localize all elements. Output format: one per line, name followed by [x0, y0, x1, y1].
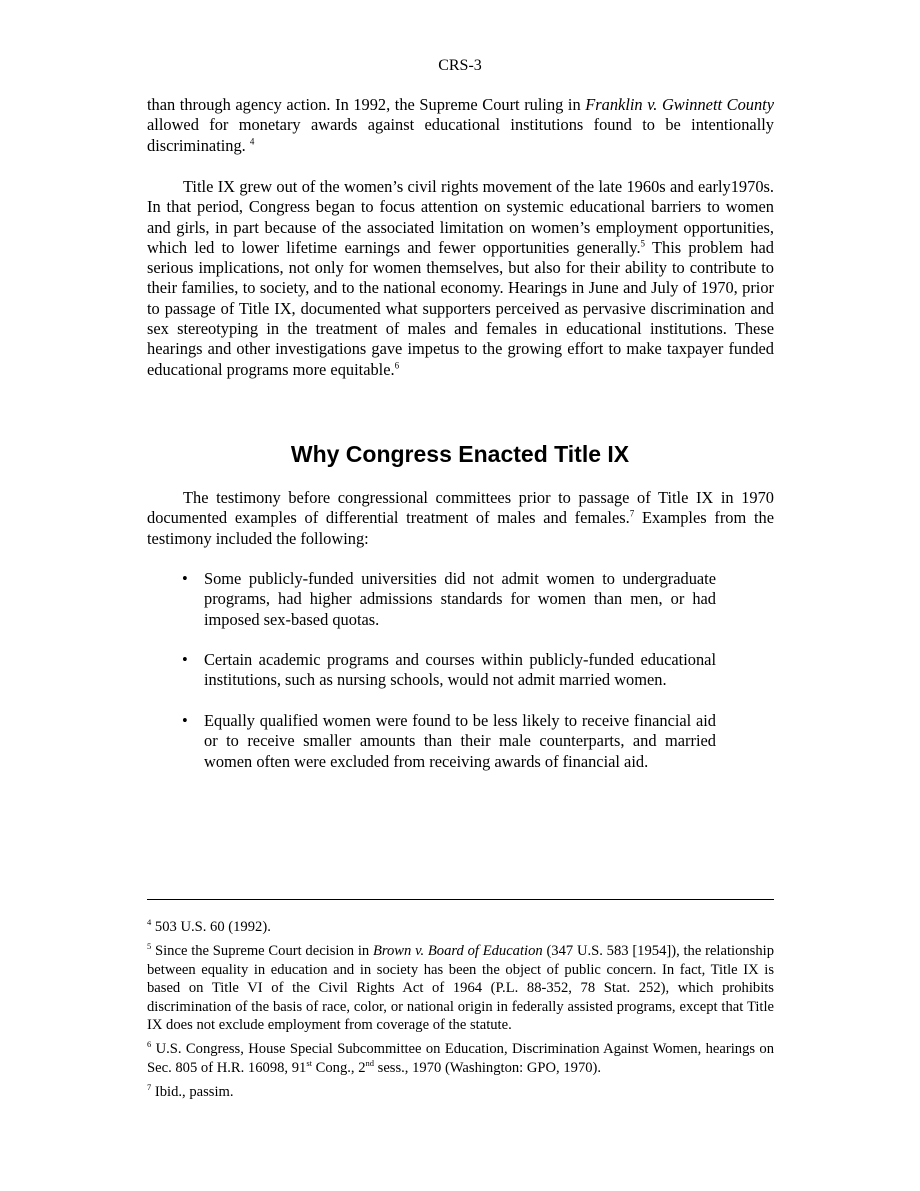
case-citation: Franklin v. Gwinnett County	[585, 95, 774, 114]
list-item-text: Some publicly-funded universities did not admit women to undergraduate programs, had higher admissions standards for women than men, or had imposed sex-based quotas.	[204, 569, 716, 629]
footnote-4	[147, 918, 774, 936]
list-item	[180, 569, 716, 630]
footnote-ref: 7	[629, 508, 635, 519]
footnote-text: Ibid., passim.	[151, 1084, 234, 1101]
footnote-5	[147, 942, 774, 1034]
paragraph-text: than through agency action. In 1992, the Supreme Court ruling in	[147, 95, 586, 114]
footnote-text: Since the Supreme Court decision in	[151, 943, 373, 960]
footnote-ref: 5	[640, 238, 646, 249]
paragraph-franklin	[147, 95, 774, 156]
footnote-ref: 6	[394, 360, 400, 371]
footnote-number: 6	[147, 1039, 152, 1050]
footnote-number: 7	[147, 1082, 152, 1093]
footnote-6	[147, 1040, 774, 1077]
list-item-text: Equally qualified women were found to be less likely to receive financial aid or to receive smaller amounts than their male counterparts, and married women often were excluded from receiving awards of financial aid.	[204, 711, 716, 771]
page-number-header: CRS-3	[438, 57, 482, 74]
footnote-text: Cong., 2	[311, 1059, 366, 1076]
footnote-text: 503 U.S. 60 (1992).	[151, 919, 271, 935]
paragraph-testimony	[147, 488, 774, 549]
bullet-icon: •	[182, 711, 188, 731]
bullet-icon: •	[182, 569, 188, 588]
list-item	[180, 711, 716, 772]
footnote-number: 4	[147, 917, 152, 928]
case-citation: Brown v. Board of Education	[372, 943, 543, 960]
ordinal-suffix: nd	[365, 1057, 374, 1068]
bullet-icon: •	[182, 650, 188, 670]
bullet-list	[180, 569, 716, 792]
footnote-number: 5	[147, 941, 152, 952]
paragraph-text: This problem had serious implications, not only for women themselves, but also for their ability to contribute to their families, to society, and to the national economy. Hearings in June and July of 1970, prior to passage of Title IX, documented what supporters perceived as pervasive discrimination and sex stereotyping in the treatment of males and females in educational institutions. These hearings and other investigations gave impetus to the growing effort to make taxpayer funded educational programs more equitable.	[147, 237, 774, 379]
paragraph-text: Title IX grew out of the women’s civil rights movement of the late 1960s and early1970s. In that period, Congress began to focus attention on systemic educational barriers to women and girls, in part because of the associated limitation on women’s employment opportunities, which led to lower lifetime earnings and fewer opportunities generally.	[147, 177, 774, 257]
footnote-text: sess., 1970 (Washington: GPO, 1970).	[374, 1059, 602, 1076]
list-item	[180, 650, 716, 691]
paragraph-text: Examples from the testimony included the following:	[147, 508, 775, 548]
paragraph-text: allowed for monetary awards against educational institutions found to be intentionally discriminating.	[147, 115, 774, 155]
ordinal-suffix: st	[306, 1057, 312, 1068]
paragraph-title-ix-origins	[147, 177, 774, 380]
footnote-text: U.S. Congress, House Special Subcommittee on Education, Discrimination Against Women, hearings on Sec. 805 of H.R. 16098, 91	[147, 1041, 774, 1076]
footnotes-section	[147, 918, 774, 1108]
footnote-divider	[147, 899, 774, 900]
section-heading: Why Congress Enacted Title IX	[290, 441, 630, 467]
paragraph-text: The testimony before congressional committees prior to passage of Title IX in 1970 documented examples of differential treatment of males and females.	[147, 488, 774, 528]
footnote-7	[147, 1083, 774, 1101]
list-item-text: Certain academic programs and courses within publicly-funded educational institutions, such as nursing schools, would not admit married women.	[204, 650, 716, 690]
footnote-ref: 4	[249, 136, 255, 147]
footnote-text: (347 U.S. 583 [1954]), the relationship between equality in education and in society has been the object of public concern. In fact, Title IX is based on Title VI of the Civil Rights Act of 1964 (P.L. 88-352, 78 Stat. 252), which prohibits discrimination of the basis of race, color, or national origin in federally assisted programs, except that Title IX does not exclude employment from coverage of the statute.	[147, 943, 774, 1034]
